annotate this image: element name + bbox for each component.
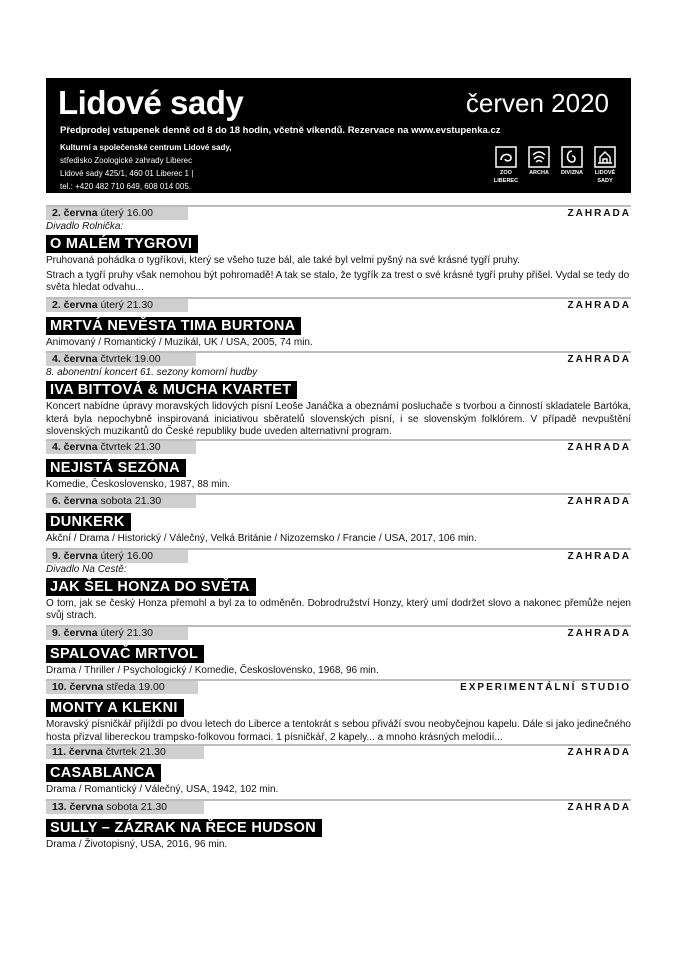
event-title: JAK ŠEL HONZA DO SVĚTA (46, 578, 256, 596)
event-title: CASABLANCA (46, 764, 161, 782)
event-presenter: 8. abonentní koncert 61. sezony komorní hudby (46, 367, 258, 378)
event-venue: ZAHRADA (567, 208, 631, 219)
event-title: O MALÉM TYGROVI (46, 235, 198, 253)
event-entry (46, 439, 631, 492)
date-bar (46, 495, 631, 508)
event-venue: EXPERIMENTÁLNÍ STUDIO (460, 682, 631, 693)
event-entry (46, 744, 631, 797)
logo-label: DIVIZNA (561, 170, 583, 176)
event-presenter: Divadlo Na Cestě: (46, 563, 127, 575)
event-title: MRTVÁ NEVĚSTA TIMA BURTONA (46, 317, 301, 335)
address-block (60, 141, 231, 193)
event-date: 4. června čtvrtek 21.30 (46, 441, 196, 454)
date-bar (46, 207, 631, 220)
event-title: DUNKERK (46, 513, 131, 531)
event-entry (46, 493, 631, 546)
event-description: Drama / Životopisný, USA, 2016, 96 min. (46, 838, 228, 850)
event-date: 13. června sobota 21.30 (46, 801, 204, 814)
date-bar (46, 550, 631, 563)
event-description: O tom, jak se český Honza přemohl a byl za to odměněn. Dobrodružství Honzy, který umí dodržet slovo a nakonec přemůže nejen svůj strach. (46, 597, 631, 621)
logo-label: LIDOVÉ (594, 170, 616, 176)
event-venue: ZAHRADA (567, 627, 631, 639)
lidove-sady-logo (591, 146, 619, 184)
event-entry (46, 297, 631, 350)
event-entry (46, 799, 631, 852)
date-bar (46, 353, 631, 366)
event-date: 6. června sobota 21.30 (46, 495, 196, 508)
event-presenter: Divadlo Rolnička: (46, 221, 124, 232)
zoo-logo (492, 146, 520, 184)
event-entry (46, 205, 631, 295)
presale-info: Předprodej vstupenek denně od 8 do 18 hodin, včetně víkendů. Rezervace na www.evstupenka.cz (60, 125, 501, 136)
event-title: NEJISTÁ SEZÓNA (46, 459, 186, 477)
event-venue: ZAHRADA (567, 747, 631, 758)
event-title: IVA BITTOVÁ & MUCHA KVARTET (46, 381, 297, 399)
org-phone: tel.: +420 482 710 649, 608 014 005. (60, 182, 192, 191)
event-description: Akční / Drama / Historický / Válečný, Velká Británie / Nizozemsko / Francie / USA, 2017, 106 min. (46, 533, 477, 544)
event-venue: ZAHRADA (567, 550, 631, 562)
date-bar (46, 441, 631, 454)
event-date: 4. června čtvrtek 19.00 (46, 353, 196, 366)
event-description: Drama / Thriller / Psychologický / Komedie, Československo, 1968, 96 min. (46, 664, 379, 676)
logo-sublabel: SADY (597, 178, 613, 184)
date-bar (46, 627, 631, 640)
date-bar (46, 299, 631, 312)
event-list (46, 205, 631, 851)
event-description: Strach a tygří pruhy však nemohou být pohromadě! A tak se stalo, že tygřík za trest o své krásné tygří pruhy přišel. Vydal se tedy do světa hledat odvahu... (46, 269, 630, 293)
month-label: červen 2020 (465, 88, 609, 118)
event-entry (46, 625, 631, 678)
event-title: SULLY – ZÁZRAK NA ŘECE HUDSON (46, 819, 322, 837)
event-date: 9. června úterý 16.00 (46, 550, 188, 563)
event-date: 2. června úterý 16.00 (46, 207, 188, 220)
event-description: Koncert nabídne úpravy moravských lidových písní Leoše Janáčka a obeznámí posluchače s tvorbou a činností skladatele Bartóka, která byla nepochybně inspirovaná iniciativou sběratelů slovenských písní, i se slovenským folklórem. V případě nevpuštění slovenských muzikantů do České republiky bude uveden alternativní program. (46, 401, 631, 437)
archa-logo (525, 146, 553, 176)
date-bar (46, 746, 631, 759)
event-entry (46, 548, 631, 623)
logo-label: ZOO (500, 170, 512, 176)
event-description: Drama / Romantický / Válečný, USA, 1942, 102 min. (46, 784, 279, 795)
org-name: Kulturní a společenské centrum Lidové sady, (60, 143, 232, 152)
header-banner (46, 78, 631, 193)
org-dept: středisko Zoologické zahrady Liberec (60, 156, 193, 165)
logo-strip (492, 146, 627, 190)
event-description: Moravský písničkář přijíždí po dvou letech do Liberce a tentokrát s sebou přiváží svou neobyčejnou kapelu. Dále si jako jedinečného hosta přizval libereckou trampsko-folkovou formaci. 1 písničkář, 2 kapely... a mnoho krásných melodií... (46, 719, 631, 743)
logo-label: ARCHA (529, 170, 549, 176)
event-date: 10. června středa 19.00 (46, 681, 198, 694)
event-title: SPALOVAČ MRTVOL (46, 645, 204, 663)
event-venue: ZAHRADA (567, 441, 631, 453)
org-address: Lidové sady 425/1, 460 01 Liberec 1 | (60, 169, 194, 178)
event-entry (46, 679, 631, 744)
event-description: Komedie, Československo, 1987, 88 min. (46, 478, 230, 490)
event-title: MONTY A KLEKNI (46, 699, 184, 717)
event-date: 11. června čtvrtek 21.30 (46, 746, 204, 759)
logo-sublabel: LIBEREC (493, 178, 519, 184)
event-description: Animovaný / Romantický / Muzikál, UK / USA, 2005, 74 min. (46, 336, 313, 348)
event-date: 9. června úterý 21.30 (46, 627, 188, 640)
divizna-logo (558, 146, 586, 176)
event-date: 2. června úterý 21.30 (46, 299, 188, 312)
event-venue: ZAHRADA (567, 354, 631, 365)
event-venue: ZAHRADA (567, 299, 631, 311)
event-venue: ZAHRADA (567, 496, 631, 507)
event-entry (46, 351, 631, 439)
date-bar (46, 801, 631, 814)
date-bar (46, 681, 631, 694)
page-title: Lidové sady (58, 84, 244, 121)
event-venue: ZAHRADA (567, 801, 631, 813)
event-description: Pruhovaná pohádka o tygříkovi, který se všeho tuze bál, ale také byl velmi pyšný na své krásné tygří pruhy. (46, 255, 520, 266)
